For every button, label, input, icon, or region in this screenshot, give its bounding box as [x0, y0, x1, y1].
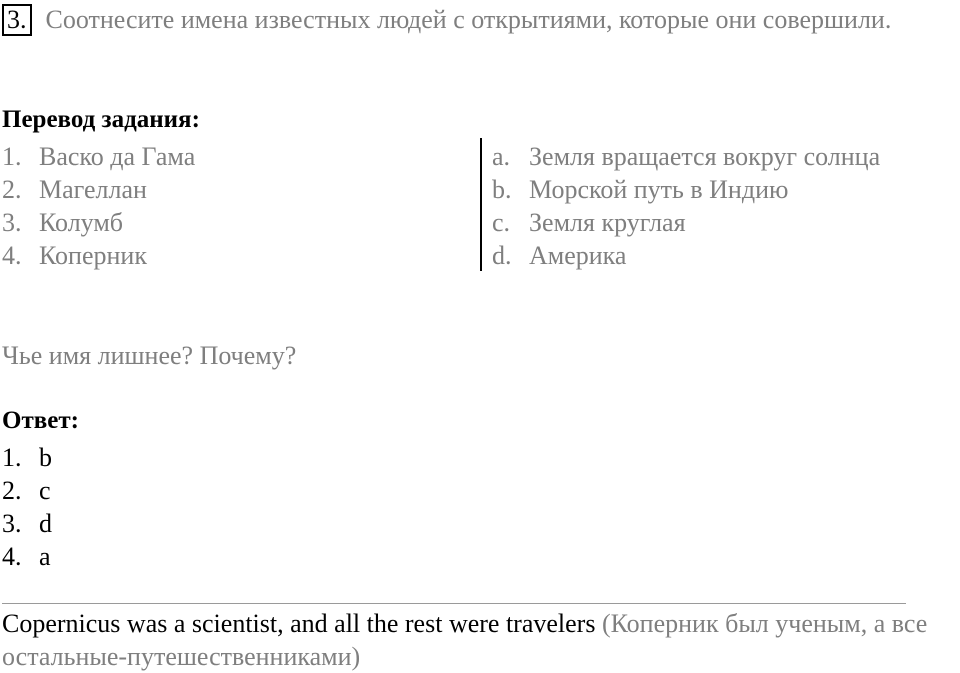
list-item	[2, 474, 52, 507]
answer-text: d	[39, 509, 52, 538]
list-marker: d.	[492, 241, 512, 270]
list-item	[2, 507, 52, 540]
list-item	[2, 206, 195, 239]
question-text: Чье имя лишнее? Почему?	[2, 341, 297, 370]
list-item	[492, 140, 880, 173]
explanation	[2, 607, 958, 673]
answer-text: a	[39, 542, 51, 571]
list-marker: 1.	[2, 443, 22, 472]
discoveries-list	[492, 140, 880, 272]
name-text: Колумб	[39, 208, 124, 237]
list-item	[492, 173, 880, 206]
list-marker: a.	[492, 142, 511, 171]
list-marker: c.	[492, 208, 511, 237]
list-item	[492, 206, 880, 239]
list-item	[2, 540, 52, 573]
translation-title: Перевод задания:	[2, 106, 200, 133]
list-marker: 3.	[2, 509, 22, 538]
list-marker: 4.	[2, 542, 22, 571]
column-divider	[480, 138, 482, 271]
name-text: Магеллан	[39, 175, 147, 204]
discovery-text: Америка	[529, 241, 627, 270]
list-marker: 2.	[2, 476, 22, 505]
answer-text: c	[39, 476, 51, 505]
task-header	[2, 3, 952, 36]
task-number: 3.	[2, 4, 32, 36]
list-item	[2, 441, 52, 474]
explanation-english: Copernicus was a scientist, and all the rest were travelers	[2, 609, 596, 638]
answers-list	[2, 441, 52, 573]
list-item	[2, 239, 195, 272]
answer-text: b	[39, 443, 52, 472]
explanation-russian: (Коперник был ученым, а все остальные-путешественниками)	[2, 609, 928, 671]
list-marker: 3.	[2, 208, 22, 237]
list-marker: 1.	[2, 142, 22, 171]
discovery-text: Земля вращается вокруг солнца	[529, 142, 881, 171]
list-item	[492, 239, 880, 272]
discovery-text: Морской путь в Индию	[529, 175, 789, 204]
discovery-text: Земля круглая	[529, 208, 686, 237]
names-list	[2, 140, 195, 272]
list-item	[2, 140, 195, 173]
list-marker: 4.	[2, 241, 22, 270]
separator-line	[2, 603, 906, 604]
answer-title: Ответ:	[2, 407, 79, 434]
name-text: Коперник	[39, 241, 147, 270]
list-marker: 2.	[2, 175, 22, 204]
list-item	[2, 173, 195, 206]
task-prompt: Соотнесите имена известных людей с открытиями, которые они совершили.	[45, 5, 892, 34]
list-marker: b.	[492, 175, 512, 204]
name-text: Васко да Гама	[39, 142, 196, 171]
